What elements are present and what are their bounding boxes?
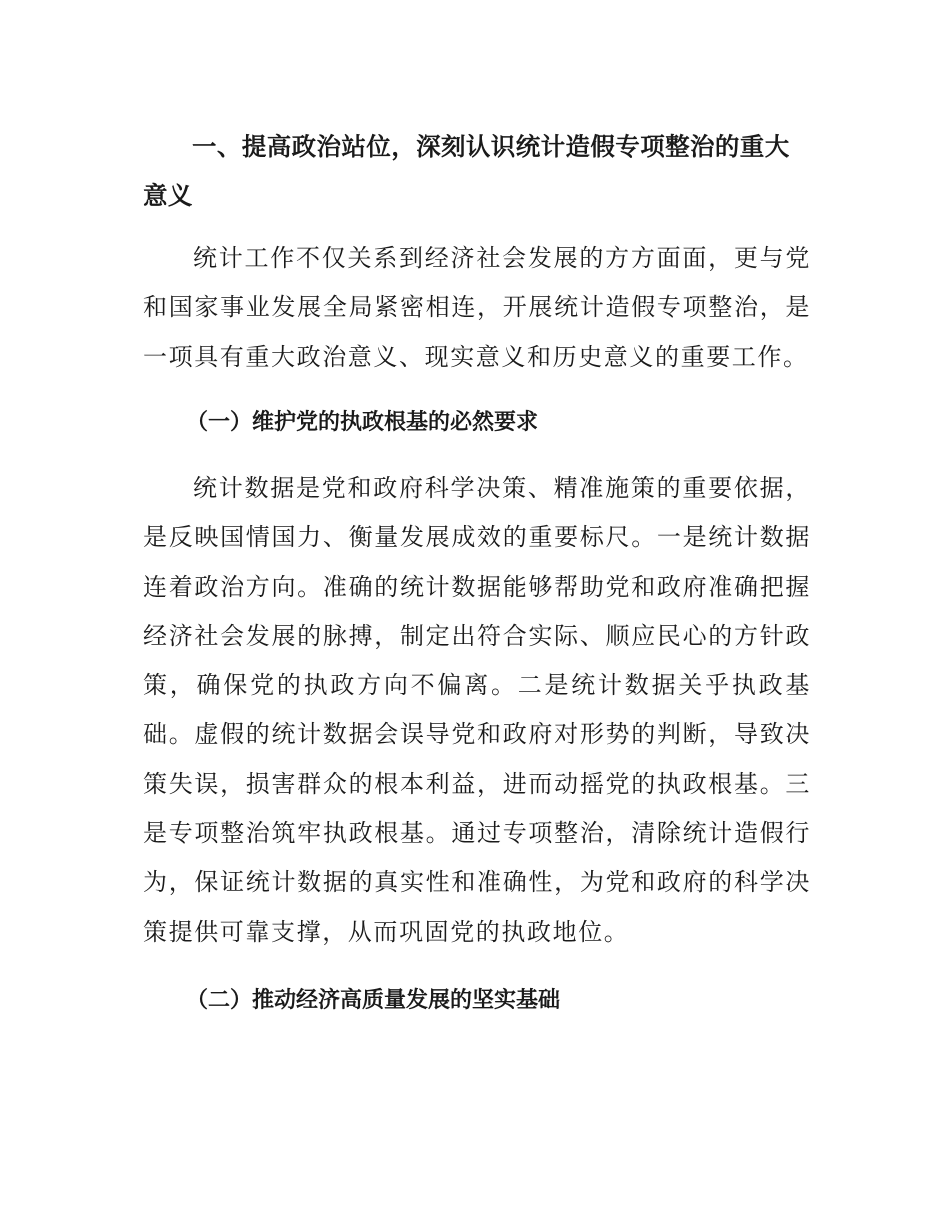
intro-paragraph: 统计工作不仅关系到经济社会发展的方方面面，更与党和国家事业发展全局紧密相连，开展统计造假专项整治，是一项具有重大政治意义、现实意义和历史意义的重要工作。 [143,244,811,371]
subheading-2: （二）推动经济高质量发展的坚实基础 [186,988,561,1013]
section-heading: 一、提高政治站位，深刻认识统计造假专项整治的重大意义 [143,132,790,210]
subheading-1: （一）维护党的执政根基的必然要求 [186,410,539,435]
body-paragraph-1: 统计数据是党和政府科学决策、精准施策的重要依据，是反映国情国力、衡量发展成效的重要标尺。一是统计数据连着政治方向。准确的统计数据能够帮助党和政府准确把握经济社会发展的脉搏，制定出符合实际、顺应民心的方针政策，确保党的执政方向不偏离。二是统计数据关乎执政基础。虚假的统计数据会误导党和政府对形势的判断，导致决策失误，损害群众的根本利益，进而动摇党的执政根基。三是专项整治筑牢执政根基。通过专项整治，清除统计造假行为，保证统计数据的真实性和准确性，为党和政府的科学决策提供可靠支撑，从而巩固党的执政地位。 [143,474,811,946]
